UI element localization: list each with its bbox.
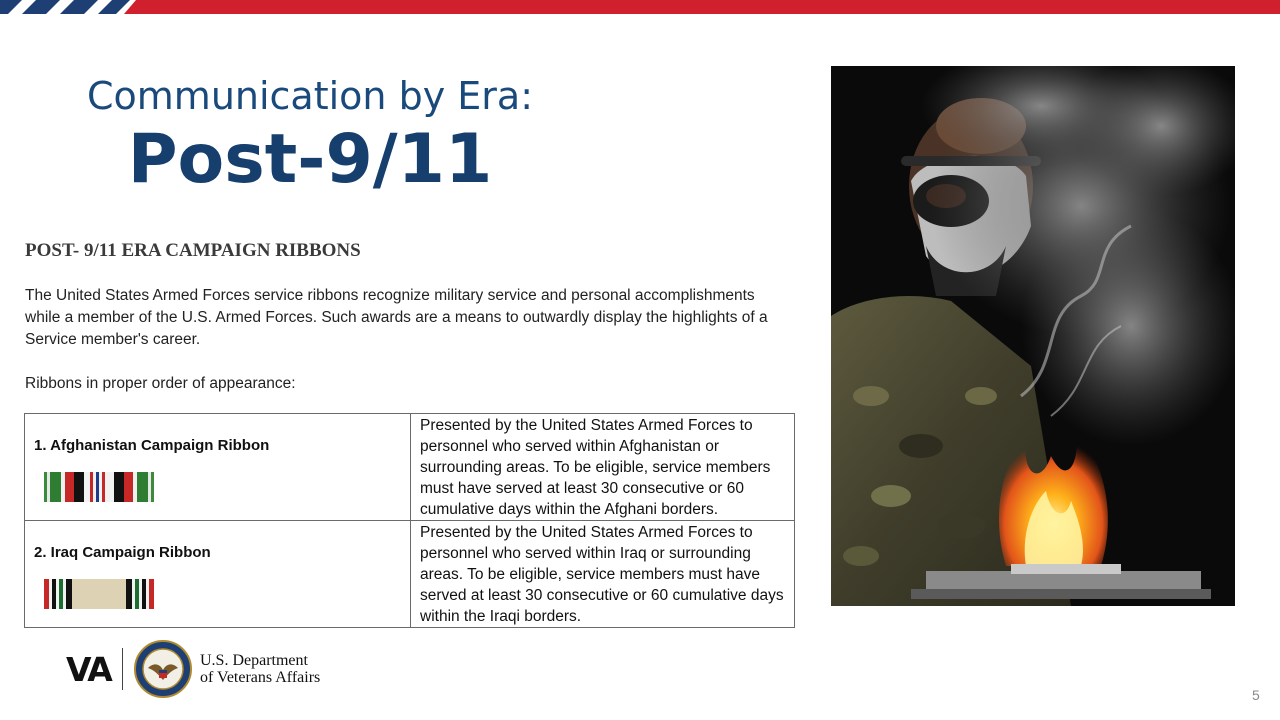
ribbon-name-cell (25, 414, 411, 521)
top-decorative-band (0, 0, 1280, 14)
logo-divider (122, 648, 123, 690)
afghanistan-ribbon-image (44, 472, 154, 502)
ribbon-table (24, 413, 795, 628)
intro-paragraph: The United States Armed Forces service ribbons recognize military service and personal accomplishments while a member of the U.S. Armed Forces. Such awards are a means to outwardly display the highlights of a Service member's career. (25, 287, 768, 348)
soldier-gas-mask-photo (831, 66, 1235, 606)
department-name (200, 652, 340, 686)
section-heading: POST- 9/11 ERA CAMPAIGN RIBBONS (25, 240, 361, 261)
va-logo (66, 638, 336, 698)
ribbon-name-cell (25, 521, 411, 628)
title-era-name: Post-9/11 (127, 120, 493, 199)
table-row (25, 521, 795, 628)
order-label: Ribbons in proper order of appearance: (25, 375, 296, 392)
title-era-label: Communication by Era: (87, 74, 533, 118)
va-wordmark: VA (66, 650, 111, 689)
iraq-ribbon-image (44, 579, 154, 609)
ribbon-name: 1. Afghanistan Campaign Ribbon (34, 437, 270, 454)
department-name-line2: of Veterans Affairs (200, 669, 321, 686)
ribbon-name: 2. Iraq Campaign Ribbon (34, 544, 211, 561)
ribbon-description: Presented by the United States Armed Forces to personnel who served within Afghanistan or surrounding areas. To be eligible, service members must have served at least 30 consecutive or 60 cumulative days within the Afghani borders. (420, 417, 771, 518)
slide-title (60, 72, 560, 200)
department-name-line1: U.S. Department (200, 652, 308, 669)
ribbon-description-cell (411, 414, 795, 521)
ribbon-description: Presented by the United States Armed Forces to personnel who served within Iraq or surrounding areas. To be eligible, service members must have served at least 30 consecutive or 60 cumulative days within the Iraqi borders. (420, 524, 784, 625)
ribbon-description-cell (411, 521, 795, 628)
page-number: 5 (1252, 687, 1260, 703)
va-seal-icon (134, 640, 192, 698)
table-row (25, 414, 795, 521)
